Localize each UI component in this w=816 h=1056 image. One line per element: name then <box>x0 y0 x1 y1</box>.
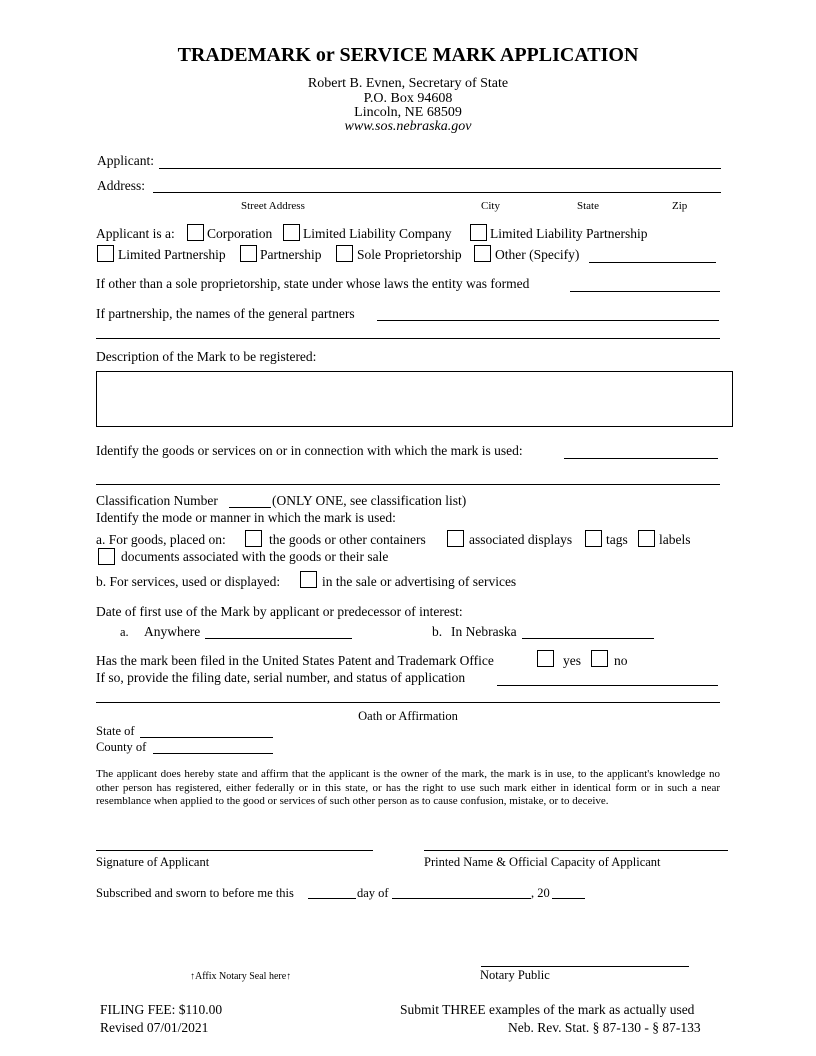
description-input[interactable] <box>96 371 733 427</box>
lp-label: Limited Partnership <box>118 247 226 262</box>
partnership-label: Partnership <box>260 247 322 262</box>
anywhere-marker: a. <box>120 625 129 639</box>
lp-checkbox[interactable] <box>97 245 114 262</box>
documents-label: documents associated with the goods or their sale <box>121 549 389 564</box>
website: www.sos.nebraska.gov <box>344 119 472 134</box>
submit-note: Submit THREE examples of the mark as actually used <box>400 1002 695 1017</box>
address-label: Address: <box>97 178 145 193</box>
street-caption: Street Address <box>241 200 305 212</box>
sole-prop-checkbox[interactable] <box>336 245 353 262</box>
notary-seal-note: ↑Affix Notary Seal here↑ <box>190 971 292 982</box>
notary-public-label: Notary Public <box>480 968 550 982</box>
nebraska-marker: b. <box>432 624 443 639</box>
city-state: Lincoln, NE 68509 <box>354 105 462 120</box>
services-label: b. For services, used or displayed: <box>96 574 281 589</box>
labels-checkbox[interactable] <box>638 530 655 547</box>
other-label: Other (Specify) <box>495 247 580 262</box>
sworn-year-label: , 20 <box>531 886 550 900</box>
signature-label: Signature of Applicant <box>96 855 210 869</box>
classification-input[interactable] <box>229 507 271 508</box>
partnership-checkbox[interactable] <box>240 245 257 262</box>
labels-label: labels <box>659 532 691 547</box>
partners-question: If partnership, the names of the general partners <box>96 306 355 321</box>
uspto-question: Has the mark been filed in the United States Patent and Trademark Office <box>96 653 494 668</box>
displays-checkbox[interactable] <box>447 530 464 547</box>
llp-checkbox[interactable] <box>470 224 487 241</box>
services-option-label: in the sale or advertising of services <box>322 574 517 589</box>
anywhere-date-input[interactable] <box>205 638 352 639</box>
state-of-label: State of <box>96 724 135 738</box>
printed-name-line[interactable] <box>424 850 728 851</box>
applicant-label: Applicant: <box>97 153 154 168</box>
partners-input[interactable] <box>377 320 719 321</box>
containers-checkbox[interactable] <box>245 530 262 547</box>
nebraska-label: In Nebraska <box>451 624 517 639</box>
filing-question: If so, provide the filing date, serial number, and status of application <box>96 670 466 685</box>
laws-input[interactable] <box>570 291 720 292</box>
applicant-input[interactable] <box>159 168 721 169</box>
llp-label: Limited Liability Partnership <box>490 226 648 241</box>
llc-label: Limited Liability Company <box>303 226 452 241</box>
services-checkbox[interactable] <box>300 571 317 588</box>
tags-label: tags <box>606 532 628 547</box>
corporation-checkbox[interactable] <box>187 224 204 241</box>
containers-label: the goods or other containers <box>269 532 426 547</box>
uspto-no-label: no <box>614 653 628 668</box>
classification-label: Classification Number <box>96 493 218 508</box>
displays-label: associated displays <box>469 532 573 547</box>
address-input[interactable] <box>153 192 721 193</box>
goods-input-line2[interactable] <box>96 484 720 485</box>
po-box: P.O. Box 94608 <box>363 91 453 106</box>
uspto-no-checkbox[interactable] <box>591 650 608 667</box>
first-use-question: Date of first use of the Mark by applicant or predecessor of interest: <box>96 604 463 619</box>
section-divider <box>96 702 720 703</box>
corporation-label: Corporation <box>207 226 273 241</box>
sole-prop-label: Sole Proprietorship <box>357 247 462 262</box>
county-of-input[interactable] <box>153 753 273 754</box>
signature-line[interactable] <box>96 850 373 851</box>
zip-caption: Zip <box>672 200 688 212</box>
uspto-yes-label: yes <box>563 653 581 668</box>
county-of-label: County of <box>96 740 147 754</box>
city-caption: City <box>481 200 500 212</box>
entity-prompt: Applicant is a: <box>96 226 175 241</box>
laws-question: If other than a sole proprietorship, state under whose laws the entity was formed <box>96 276 530 291</box>
uspto-yes-checkbox[interactable] <box>537 650 554 667</box>
sworn-day-label: day of <box>357 886 389 900</box>
page-title: TRADEMARK or SERVICE MARK APPLICATION <box>177 44 639 66</box>
documents-checkbox[interactable] <box>98 548 115 565</box>
notary-signature-line[interactable] <box>481 966 689 967</box>
sworn-day-input[interactable] <box>308 898 356 899</box>
mode-question: Identify the mode or manner in which the mark is used: <box>96 510 396 525</box>
statute: Neb. Rev. Stat. § 87-130 - § 87-133 <box>508 1020 701 1035</box>
partners-input-line2[interactable] <box>96 338 720 339</box>
anywhere-label: Anywhere <box>144 624 201 639</box>
description-label: Description of the Mark to be registered: <box>96 349 317 364</box>
classification-note: (ONLY ONE, see classification list) <box>272 493 467 508</box>
tags-checkbox[interactable] <box>585 530 602 547</box>
llc-checkbox[interactable] <box>283 224 300 241</box>
sworn-month-input[interactable] <box>392 898 531 899</box>
state-of-input[interactable] <box>140 737 273 738</box>
oath-statement: The applicant does hereby state and affirm that the applicant is the owner of the mark, the mark is in use, to the applicant's knowledge no other person has registered, either federally or in this state, or has the right to use such mark either in identical form or in such a near resemblance when applied to the good or services of such other person as to cause confusion, mistake, or to deceive. <box>96 768 720 808</box>
goods-input[interactable] <box>564 458 718 459</box>
filing-fee: FILING FEE: $110.00 <box>100 1002 223 1017</box>
filing-input[interactable] <box>497 685 718 686</box>
state-caption: State <box>577 200 599 212</box>
printed-name-label: Printed Name & Official Capacity of Applicant <box>424 855 661 869</box>
goods-question: Identify the goods or services on or in connection with which the mark is used: <box>96 443 523 458</box>
nebraska-date-input[interactable] <box>522 638 654 639</box>
office-name: Robert B. Evnen, Secretary of State <box>307 76 509 91</box>
sworn-year-input[interactable] <box>552 898 585 899</box>
other-specify-input[interactable] <box>589 262 716 263</box>
other-checkbox[interactable] <box>474 245 491 262</box>
sworn-prefix: Subscribed and sworn to before me this <box>96 886 294 900</box>
revised-date: Revised 07/01/2021 <box>100 1020 209 1035</box>
goods-placed-label: a. For goods, placed on: <box>96 532 226 547</box>
oath-heading: Oath or Affirmation <box>358 709 458 723</box>
